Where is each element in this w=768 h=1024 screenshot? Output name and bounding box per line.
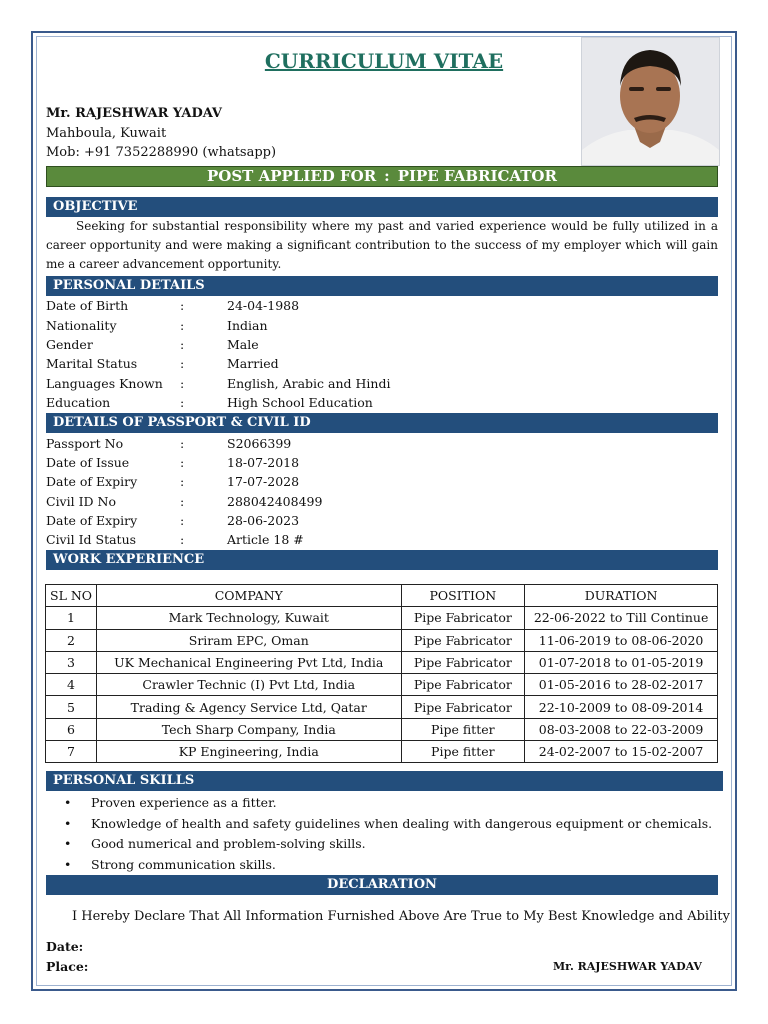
table-cell: 22-10-2009 to 08-09-2014 <box>525 696 718 718</box>
table-cell: Mark Technology, Kuwait <box>97 607 401 629</box>
skill-text: Knowledge of health and safety guidelines when dealing with dangerous equipment or chemicals. <box>91 815 713 831</box>
objective-heading: OBJECTIVE <box>46 197 718 217</box>
table-cell: 08-03-2008 to 22-03-2009 <box>525 718 718 740</box>
table-cell: 1 <box>46 607 97 629</box>
field-value: Male <box>227 337 259 352</box>
table-row <box>46 607 718 629</box>
table-cell: Pipe Fabricator <box>401 674 525 696</box>
field-label: Date of Expiry <box>46 512 138 528</box>
passport-details-heading: DETAILS OF PASSPORT & CIVIL ID <box>46 413 718 433</box>
bullet: • <box>64 856 72 872</box>
profile-photo <box>581 37 720 166</box>
declaration-heading: DECLARATION <box>46 875 718 895</box>
field-colon: : <box>180 298 185 313</box>
table-row <box>46 718 718 740</box>
field-label: Nationality <box>46 317 117 333</box>
field-value: High School Education <box>227 394 373 410</box>
field-colon: : <box>180 317 185 333</box>
portrait-image <box>582 38 719 165</box>
table-cell: Pipe Fabricator <box>401 607 525 629</box>
table-cell: 01-05-2016 to 28-02-2017 <box>525 674 718 696</box>
table-header-row <box>46 585 718 607</box>
table-row <box>46 651 718 673</box>
work-experience-heading: WORK EXPERIENCE <box>46 550 718 570</box>
list-item <box>64 793 712 814</box>
work-experience-table <box>45 584 718 763</box>
table-cell: 24-02-2007 to 15-02-2007 <box>525 741 718 763</box>
field-colon: : <box>180 356 185 371</box>
field-value: S2066399 <box>227 435 292 451</box>
field-value: English, Arabic and Hindi <box>227 375 391 391</box>
field-colon: : <box>180 493 185 509</box>
place-label: Place: <box>46 959 89 974</box>
field-label: Languages Known <box>46 375 163 391</box>
table-cell: Trading & Agency Service Ltd, Qatar <box>97 696 401 718</box>
post-value: PIPE FABRICATOR <box>397 167 557 185</box>
field-label: Date of Expiry <box>46 474 138 489</box>
field-value: Married <box>227 356 279 371</box>
column-header: DURATION <box>525 585 718 607</box>
table-row <box>46 696 718 718</box>
declaration-text: I Hereby Declare That All Information Furnished Above Are True to My Best Knowledge and Ability <box>72 909 730 924</box>
post-applied-banner <box>46 166 718 187</box>
table-row <box>46 674 718 696</box>
table-cell: 5 <box>46 696 97 718</box>
column-header: COMPANY <box>97 585 401 607</box>
objective-text: Seeking for substantial responsibility where my past and varied experience would be fully utilized in a career opportunity and were making a significant contribution to the success of my employer which will gain me a career advancement opportunity. <box>46 219 718 271</box>
field-colon: : <box>180 394 185 410</box>
field-value: 17-07-2028 <box>227 474 300 489</box>
table-cell: Pipe fitter <box>401 718 525 740</box>
field-colon: : <box>180 455 185 470</box>
list-item <box>64 855 712 876</box>
candidate-mobile: Mob: +91 7352288990 (whatsapp) <box>46 145 277 160</box>
bullet: • <box>64 836 72 851</box>
field-value: Indian <box>227 317 268 333</box>
table-cell: Tech Sharp Company, India <box>97 718 401 740</box>
table-cell: Crawler Technic (I) Pvt Ltd, India <box>97 674 401 696</box>
bullet: • <box>64 815 72 831</box>
field-colon: : <box>180 435 185 451</box>
skills-list <box>64 793 712 875</box>
table-cell: 2 <box>46 629 97 651</box>
table-cell: 6 <box>46 718 97 740</box>
table-cell: 4 <box>46 674 97 696</box>
personal-skills-heading: PERSONAL SKILLS <box>46 771 723 791</box>
field-value: Article 18 # <box>227 532 304 547</box>
field-value: 28-06-2023 <box>227 512 300 528</box>
table-cell: 22-06-2022 to Till Continue <box>525 607 718 629</box>
table-cell: Sriram EPC, Oman <box>97 629 401 651</box>
field-label: Date of Issue <box>46 455 130 470</box>
table-cell: 3 <box>46 651 97 673</box>
field-value: 18-07-2018 <box>227 455 300 470</box>
list-item <box>64 834 712 855</box>
field-colon: : <box>180 375 185 391</box>
document-title: CURRICULUM VITAE <box>264 49 504 73</box>
table-cell: Pipe fitter <box>401 741 525 763</box>
signature-name: Mr. RAJESHWAR YADAV <box>553 960 702 973</box>
bullet: • <box>64 795 72 810</box>
field-colon: : <box>180 337 185 352</box>
field-label: Civil Id Status <box>46 532 137 547</box>
field-label: Gender <box>46 337 93 352</box>
table-cell: Pipe Fabricator <box>401 651 525 673</box>
field-label: Marital Status <box>46 356 138 371</box>
field-label: Date of Birth <box>46 298 129 313</box>
table-cell: Pipe Fabricator <box>401 629 525 651</box>
table-cell: KP Engineering, India <box>97 741 401 763</box>
table-row <box>46 629 718 651</box>
skill-text: Good numerical and problem-solving skills. <box>91 836 366 851</box>
list-item <box>64 814 712 835</box>
candidate-address: Mahboula, Kuwait <box>46 126 167 141</box>
candidate-name: Mr. RAJESHWAR YADAV <box>46 106 222 121</box>
table-cell: 11-06-2019 to 08-06-2020 <box>525 629 718 651</box>
post-separator: : <box>384 167 390 185</box>
table-cell: UK Mechanical Engineering Pvt Ltd, India <box>97 651 401 673</box>
field-label: Civil ID No <box>46 493 116 509</box>
field-value: 24-04-1988 <box>227 298 300 313</box>
table-row <box>46 741 718 763</box>
field-label: Education <box>46 394 111 410</box>
field-label: Passport No <box>46 435 124 451</box>
table-cell: Pipe Fabricator <box>401 696 525 718</box>
post-label: POST APPLIED FOR <box>207 167 377 185</box>
skill-text: Proven experience as a fitter. <box>91 795 277 810</box>
table-cell: 01-07-2018 to 01-05-2019 <box>525 651 718 673</box>
personal-details-heading: PERSONAL DETAILS <box>46 276 718 296</box>
column-header: POSITION <box>401 585 525 607</box>
field-value: 288042408499 <box>227 493 323 509</box>
field-colon: : <box>180 474 185 489</box>
column-header: SL NO <box>46 585 97 607</box>
skill-text: Strong communication skills. <box>91 856 276 872</box>
field-colon: : <box>180 532 185 547</box>
date-label: Date: <box>46 939 84 954</box>
table-cell: 7 <box>46 741 97 763</box>
field-colon: : <box>180 512 185 528</box>
